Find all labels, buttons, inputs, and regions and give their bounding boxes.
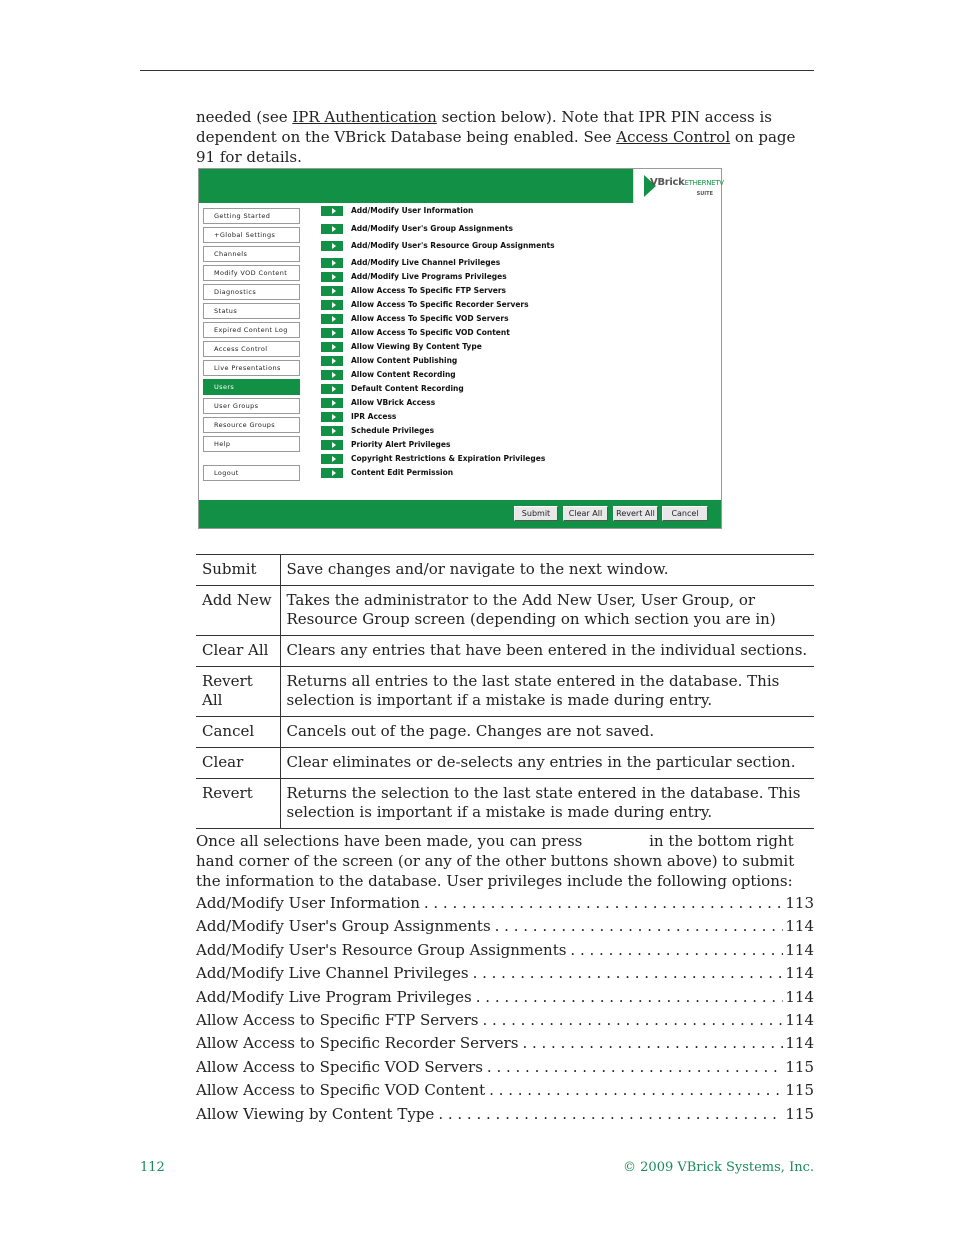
toc-title[interactable]: Allow Access to Specific FTP Servers: [196, 1011, 479, 1029]
privilege-label[interactable]: Default Content Recording: [351, 384, 464, 393]
privilege-label[interactable]: Schedule Privileges: [351, 426, 435, 435]
button-term: Add New: [196, 586, 280, 636]
toc-title[interactable]: Add/Modify User Information: [196, 894, 420, 912]
toc-leader-dots: [570, 941, 783, 959]
privilege-item[interactable]: [321, 370, 641, 381]
privilege-label[interactable]: Add/Modify Live Programs Privileges: [351, 272, 507, 281]
users-screen-screenshot: [198, 168, 722, 529]
toc-leader-dots: [473, 964, 784, 982]
privilege-item[interactable]: [321, 241, 641, 252]
toc-title[interactable]: Allow Access to Specific VOD Content: [196, 1081, 486, 1100]
sidebar-item[interactable]: Resource Groups: [203, 417, 300, 433]
privilege-item[interactable]: [321, 286, 641, 297]
clear-all-button[interactable]: Clear All: [563, 506, 608, 521]
sidebar-item[interactable]: Getting Started: [203, 208, 300, 224]
expand-arrow-icon[interactable]: [321, 370, 343, 380]
privilege-item[interactable]: [321, 206, 641, 217]
toc-page-number: 114: [785, 1034, 814, 1053]
toc-leader-dots: [489, 1081, 783, 1099]
intro-text: section below). Note that IPR PIN access is dependent on the VBrick Database being enabled. See: [196, 108, 772, 146]
privilege-item[interactable]: [321, 440, 641, 451]
copyright-notice: © 2009 VBrick Systems, Inc.: [623, 1160, 814, 1175]
toc-entry[interactable]: [196, 894, 814, 914]
privilege-label[interactable]: Allow Viewing By Content Type: [351, 342, 482, 351]
button-description: Returns all entries to the last state entered in the database. This selection is important if a mistake is made during entry.: [280, 667, 814, 717]
expand-arrow-icon[interactable]: [321, 328, 343, 338]
privilege-label[interactable]: Allow VBrick Access: [351, 398, 436, 407]
expand-arrow-icon[interactable]: [321, 356, 343, 366]
vbrick-logo: [633, 169, 724, 203]
toc-page-number: 114: [785, 940, 814, 959]
toc-leader-dots: [424, 894, 784, 912]
button-description: Cancels out of the page. Changes are not saved.: [280, 717, 814, 748]
toc-title[interactable]: Allow Viewing by Content Type: [196, 1104, 435, 1123]
sidebar-item[interactable]: Expired Content Log: [203, 322, 300, 338]
table-row: [196, 779, 814, 829]
privilege-label[interactable]: Add/Modify User's Resource Group Assignments: [351, 241, 555, 250]
toc-entry[interactable]: [196, 988, 814, 1008]
toc-entry[interactable]: [196, 1058, 814, 1078]
privilege-label[interactable]: Allow Access To Specific VOD Content: [351, 328, 510, 337]
button-description: Clear eliminates or de-selects any entries in the particular section.: [280, 748, 814, 779]
toc-leader-dots: [438, 1105, 783, 1123]
privilege-item[interactable]: [321, 342, 641, 353]
table-row: [196, 586, 814, 636]
expand-arrow-icon[interactable]: [321, 412, 343, 422]
toc-page-number: 114: [785, 987, 814, 1006]
toc-entry[interactable]: [196, 1011, 814, 1031]
privilege-item[interactable]: [321, 300, 641, 311]
expand-arrow-icon[interactable]: [321, 342, 343, 352]
button-term: Clear: [196, 748, 280, 779]
toc-entry[interactable]: [196, 1034, 814, 1054]
toc-page-number: 114: [785, 964, 814, 983]
toc-leader-dots: [487, 1058, 783, 1076]
toc-page-number: 115: [785, 1057, 814, 1076]
toc-entry[interactable]: [196, 964, 814, 984]
logo-suite: SUITE: [696, 191, 713, 197]
privilege-item[interactable]: [321, 258, 641, 269]
table-row: [196, 748, 814, 779]
toc-page-number: 114: [785, 917, 814, 936]
table-row: [196, 717, 814, 748]
expand-arrow-icon[interactable]: [321, 314, 343, 324]
privilege-item[interactable]: [321, 398, 641, 409]
button-term: Cancel: [196, 717, 280, 748]
button-description: Clears any entries that have been entered in the individual sections.: [280, 636, 814, 667]
privilege-item[interactable]: [321, 328, 641, 339]
toc-entry[interactable]: [196, 917, 814, 937]
header-rule: [140, 70, 814, 71]
toc-entry[interactable]: [196, 941, 814, 961]
privilege-label[interactable]: Add/Modify User's Group Assignments: [351, 224, 513, 233]
privilege-item[interactable]: [321, 314, 641, 325]
sidebar-item[interactable]: Live Presentations: [203, 360, 300, 376]
sidebar-item[interactable]: Diagnostics: [203, 284, 300, 300]
logo-product: ETHERNETV: [684, 179, 724, 187]
toc-title[interactable]: Allow Access to Specific VOD Servers: [196, 1057, 483, 1076]
intro-text: on page 91 for details.: [196, 128, 796, 166]
expand-arrow-icon[interactable]: [321, 426, 343, 436]
privilege-label[interactable]: Allow Access To Specific Recorder Servers: [351, 300, 529, 309]
privilege-label[interactable]: Allow Content Recording: [351, 370, 456, 379]
toc-leader-dots: [495, 917, 784, 935]
privilege-item[interactable]: [321, 224, 641, 235]
toc-title[interactable]: Add/Modify Live Channel Privileges: [196, 964, 469, 983]
button-term: Clear All: [196, 636, 280, 667]
sidebar-item[interactable]: Channels: [203, 246, 300, 262]
privilege-label[interactable]: Content Edit Permission: [351, 468, 454, 477]
table-row: [196, 667, 814, 717]
intro-paragraph: [196, 107, 816, 167]
button-description: Returns the selection to the last state entered in the database. This selection is important if a mistake is made during entry.: [280, 779, 814, 829]
button-description: Save changes and/or navigate to the next window.: [280, 555, 814, 586]
toc-page-number: 115: [785, 1104, 814, 1123]
toc-title[interactable]: Add/Modify User's Group Assignments: [196, 917, 491, 936]
sidebar-item[interactable]: Modify VOD Content: [203, 265, 300, 281]
expand-arrow-icon[interactable]: [321, 468, 343, 478]
sidebar-item[interactable]: Help: [203, 436, 300, 452]
expand-arrow-icon[interactable]: [321, 454, 343, 464]
privilege-label[interactable]: Allow Content Publishing: [351, 356, 458, 365]
expand-arrow-icon[interactable]: [321, 300, 343, 310]
table-row: [196, 555, 814, 586]
button-term: Submit: [196, 555, 280, 586]
submit-button[interactable]: Submit: [514, 506, 558, 521]
intro-text: needed (see: [196, 108, 293, 126]
privilege-label[interactable]: Priority Alert Privileges: [351, 440, 451, 449]
expand-arrow-icon[interactable]: [321, 224, 343, 234]
sidebar-item[interactable]: User Groups: [203, 398, 300, 414]
privilege-label[interactable]: Add/Modify Live Channel Privileges: [351, 258, 501, 267]
toc-title[interactable]: Allow Access to Specific Recorder Servers: [196, 1034, 519, 1053]
page-number: 112: [140, 1160, 165, 1175]
privilege-label[interactable]: IPR Access: [351, 412, 397, 421]
privilege-item[interactable]: [321, 272, 641, 283]
toc-title[interactable]: Add/Modify Live Program Privileges: [196, 987, 472, 1006]
toc-page-number: 113: [785, 894, 814, 912]
expand-arrow-icon[interactable]: [321, 398, 343, 408]
sidebar-item[interactable]: Access Control: [203, 341, 300, 357]
privilege-label[interactable]: Allow Access To Specific VOD Servers: [351, 314, 509, 323]
privilege-item[interactable]: [321, 356, 641, 367]
expand-arrow-icon[interactable]: [321, 272, 343, 282]
expand-arrow-icon[interactable]: [321, 440, 343, 450]
privilege-item[interactable]: [321, 412, 641, 423]
table-row: [196, 636, 814, 667]
body-paragraph: Once all selections have been made, you can press in the bottom right hand corner of the screen (or any of the other buttons shown above) to submit the information to the database. User privileges include the following options:: [196, 832, 800, 890]
privilege-label[interactable]: Copyright Restrictions & Expiration Privileges: [351, 454, 546, 463]
sidebar-item[interactable]: Status: [203, 303, 300, 319]
expand-arrow-icon[interactable]: [321, 384, 343, 394]
privilege-item[interactable]: [321, 384, 641, 395]
toc-entry[interactable]: [196, 1105, 814, 1125]
privilege-label[interactable]: Allow Access To Specific FTP Servers: [351, 286, 507, 295]
revert-all-button[interactable]: Revert All: [613, 506, 658, 521]
toc-leader-dots: [476, 988, 784, 1006]
button-term: Revert: [196, 779, 280, 829]
privilege-item[interactable]: [321, 454, 641, 465]
button-description-table: [196, 554, 814, 829]
button-description: Takes the administrator to the Add New User, User Group, or Resource Group screen (depending on which section you are in): [280, 586, 814, 636]
expand-arrow-icon[interactable]: [321, 258, 343, 268]
toc-title[interactable]: Add/Modify User's Resource Group Assignments: [196, 940, 567, 959]
toc-page-number: 114: [785, 1011, 814, 1029]
sidebar-item[interactable]: Logout: [203, 465, 300, 481]
logo-text: [650, 177, 724, 188]
privilege-item[interactable]: [321, 426, 641, 437]
expand-arrow-icon[interactable]: [321, 206, 343, 216]
privilege-item[interactable]: [321, 468, 641, 479]
ipr-authentication-link[interactable]: IPR Authentication: [292, 108, 437, 126]
screen-header-bar: [199, 169, 724, 203]
logo-brand: VBrick: [650, 177, 685, 188]
toc-page-number: 115: [785, 1081, 814, 1100]
sidebar-item[interactable]: +Global Settings: [203, 227, 300, 243]
expand-arrow-icon[interactable]: [321, 241, 343, 251]
toc-entry[interactable]: [196, 1081, 814, 1101]
toc-leader-dots: [522, 1034, 783, 1052]
button-term: Revert All: [196, 667, 280, 717]
expand-arrow-icon[interactable]: [321, 286, 343, 296]
cancel-button[interactable]: Cancel: [662, 506, 708, 521]
access-control-link[interactable]: Access Control: [616, 128, 731, 146]
sidebar-item[interactable]: Users: [203, 379, 300, 395]
privilege-label[interactable]: Add/Modify User Information: [351, 206, 474, 215]
toc-leader-dots: [483, 1011, 784, 1029]
